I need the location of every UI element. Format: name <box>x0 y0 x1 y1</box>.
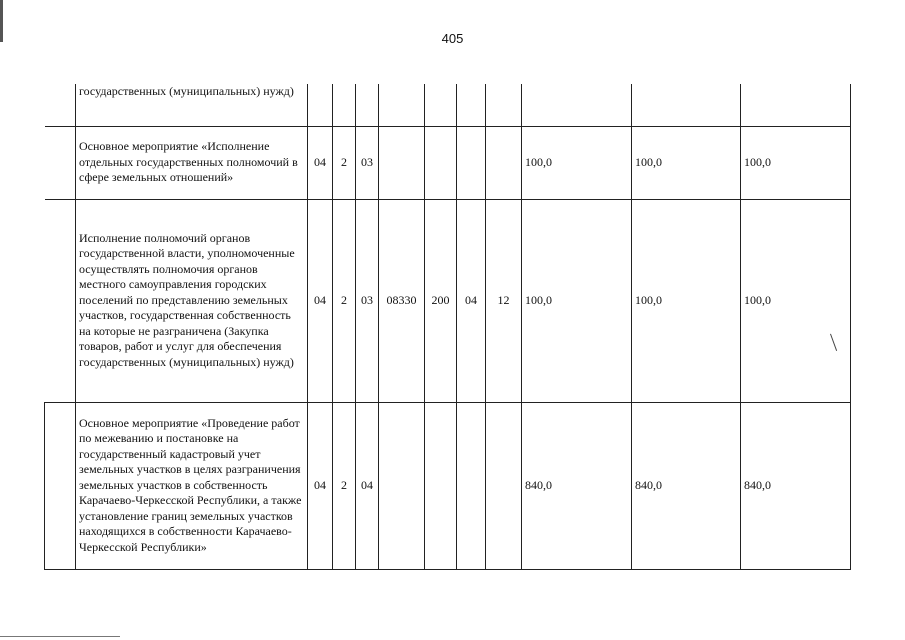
row-number-cell <box>45 84 76 126</box>
code-cell <box>486 402 522 569</box>
code-cell <box>425 402 457 569</box>
code-cell <box>457 402 486 569</box>
code-cell <box>333 84 356 126</box>
code-cell <box>425 84 457 126</box>
amount-cell: 100,0 <box>632 199 741 402</box>
code-cell: 04 <box>308 402 333 569</box>
row-number-cell <box>45 126 76 199</box>
code-cell <box>379 84 425 126</box>
amount-cell: 100,0 <box>522 126 632 199</box>
code-cell: 200 <box>425 199 457 402</box>
code-cell <box>486 126 522 199</box>
code-cell: 03 <box>356 199 379 402</box>
code-cell: 2 <box>333 402 356 569</box>
code-cell <box>356 84 379 126</box>
code-cell: 04 <box>457 199 486 402</box>
code-cell: 12 <box>486 199 522 402</box>
budget-table <box>44 84 851 570</box>
table-row <box>45 402 851 569</box>
scan-edge-line <box>0 636 120 637</box>
amount-cell <box>522 84 632 126</box>
row-name-cell: Основное мероприятие «Проведение работ по межеванию и постановке на государственный кадастровый учет земельных участков в целях разграничения земельных участков в собственность Карачаево-Черкесской Республики, а также установление границ земельных участков находящихся в собственности Карачаево-Черкесской Республики» <box>76 402 308 569</box>
code-cell: 04 <box>308 199 333 402</box>
code-cell <box>379 126 425 199</box>
row-name-cell: государственных (муниципальных) нужд) <box>76 84 308 126</box>
code-cell <box>457 84 486 126</box>
amount-cell <box>632 84 741 126</box>
row-name-cell: Основное мероприятие «Исполнение отдельных государственных полномочий в сфере земельных отношений» <box>76 126 308 199</box>
page-number: 405 <box>441 31 464 46</box>
amount-cell: 840,0 <box>741 402 851 569</box>
amount-cell: 100,0 <box>741 126 851 199</box>
code-cell <box>308 84 333 126</box>
row-name-cell: Исполнение полномочий органов государственной власти, уполномоченные осуществлять полномочия органов местного самоуправления городских поселений по представлению земельных участков, государственная собственность на которые не разграничена (Закупка товаров, работ и услуг для обеспечения государственных (муниципальных) нужд) <box>76 199 308 402</box>
amount-cell <box>741 84 851 126</box>
amount-cell: 100,0 <box>632 126 741 199</box>
code-cell: 2 <box>333 199 356 402</box>
code-cell: 08330 <box>379 199 425 402</box>
amount-cell: 840,0 <box>632 402 741 569</box>
code-cell: 04 <box>308 126 333 199</box>
table-row <box>45 199 851 402</box>
code-cell <box>457 126 486 199</box>
code-cell <box>486 84 522 126</box>
code-cell <box>379 402 425 569</box>
table-row <box>45 84 851 126</box>
amount-cell: 100,0 <box>741 199 851 402</box>
code-cell: 04 <box>356 402 379 569</box>
code-cell: 2 <box>333 126 356 199</box>
amount-cell: 840,0 <box>522 402 632 569</box>
table-row <box>45 126 851 199</box>
code-cell <box>425 126 457 199</box>
code-cell: 03 <box>356 126 379 199</box>
row-number-cell <box>45 199 76 402</box>
row-number-cell <box>45 402 76 569</box>
amount-cell: 100,0 <box>522 199 632 402</box>
